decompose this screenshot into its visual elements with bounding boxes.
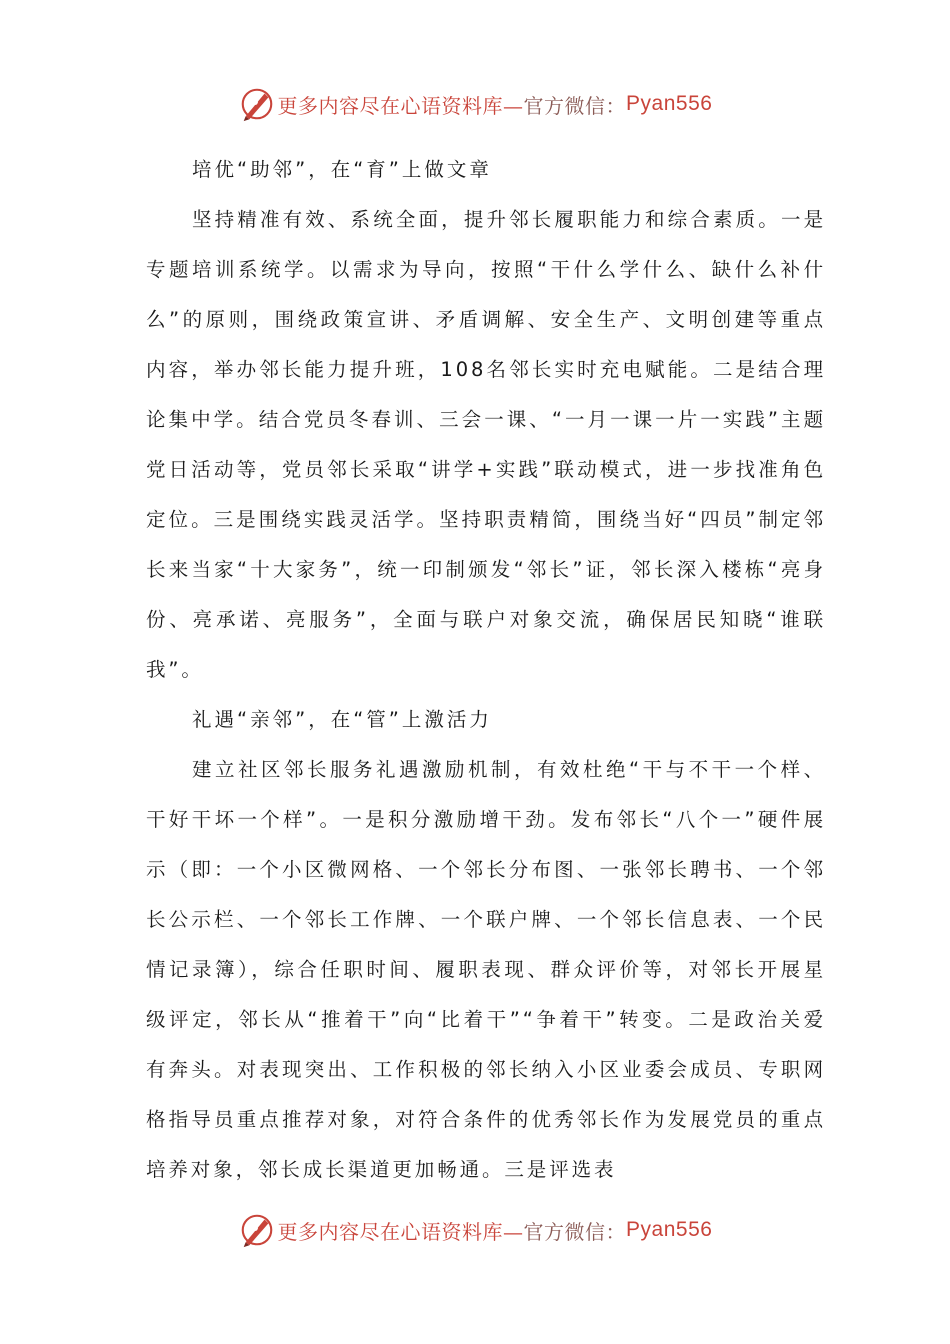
banner-wechat-label: 官方微信： xyxy=(523,93,627,118)
footer-watermark-banner xyxy=(0,1208,950,1252)
banner-wechat-label: 官方微信： xyxy=(523,1219,627,1244)
banner-wechat-id: Pyan556 xyxy=(626,92,713,115)
banner-text: 更多内容尽在心语资料库— xyxy=(277,93,524,118)
header-watermark-banner xyxy=(0,82,950,126)
document-body xyxy=(146,145,826,1195)
section-heading-1: 培优“助邻”，在“育”上做文章 xyxy=(192,158,492,181)
pen-logo-icon xyxy=(238,1211,276,1249)
body-paragraph-2: 建立社区邻长服务礼遇激励机制，有效杜绝“干与不干一个样、干好干坏一个样”。一是积分激励增干劲。发布邻长“八个一”硬件展示（即：一个小区微网格、一个邻长分布图、一张邻长聘书、一个邻长公示栏、一个邻长工作牌、一个联户牌、一个邻长信息表、一个民情记录簿），综合任职时间、履职表现、群众评价等，对邻长开展星级评定，邻长从“推着干”向“比着干”“争着干”转变。二是政治关爱有奔头。对表现突出、工作积极的邻长纳入小区业委会成员、专职网格指导员重点推荐对象，对符合条件的优秀邻长作为发展党员的重点培养对象，邻长成长渠道更加畅通。三是评选表 xyxy=(146,758,826,1181)
section-heading-2: 礼遇“亲邻”，在“管”上激活力 xyxy=(192,708,492,731)
banner-text: 更多内容尽在心语资料库— xyxy=(277,1219,524,1244)
banner-wechat-id: Pyan556 xyxy=(626,1218,713,1241)
body-paragraph-1: 坚持精准有效、系统全面，提升邻长履职能力和综合素质。一是专题培训系统学。以需求为导向，按照“干什么学什么、缺什么补什么”的原则，围绕政策宣讲、矛盾调解、安全生产、文明创建等重点内容，举办邻长能力提升班，108名邻长实时充电赋能。二是结合理论集中学。结合党员冬春训、三会一课、“一月一课一片一实践”主题党日活动等，党员邻长采取“讲学+实践”联动模式，进一步找准角色定位。三是围绕实践灵活学。坚持职责精简，围绕当好“四员”制定邻长来当家“十大家务”，统一印制颁发“邻长”证，邻长深入楼栋“亮身份、亮承诺、亮服务”，全面与联户对象交流，确保居民知晓“谁联我”。 xyxy=(146,208,826,681)
pen-logo-icon xyxy=(238,85,276,123)
